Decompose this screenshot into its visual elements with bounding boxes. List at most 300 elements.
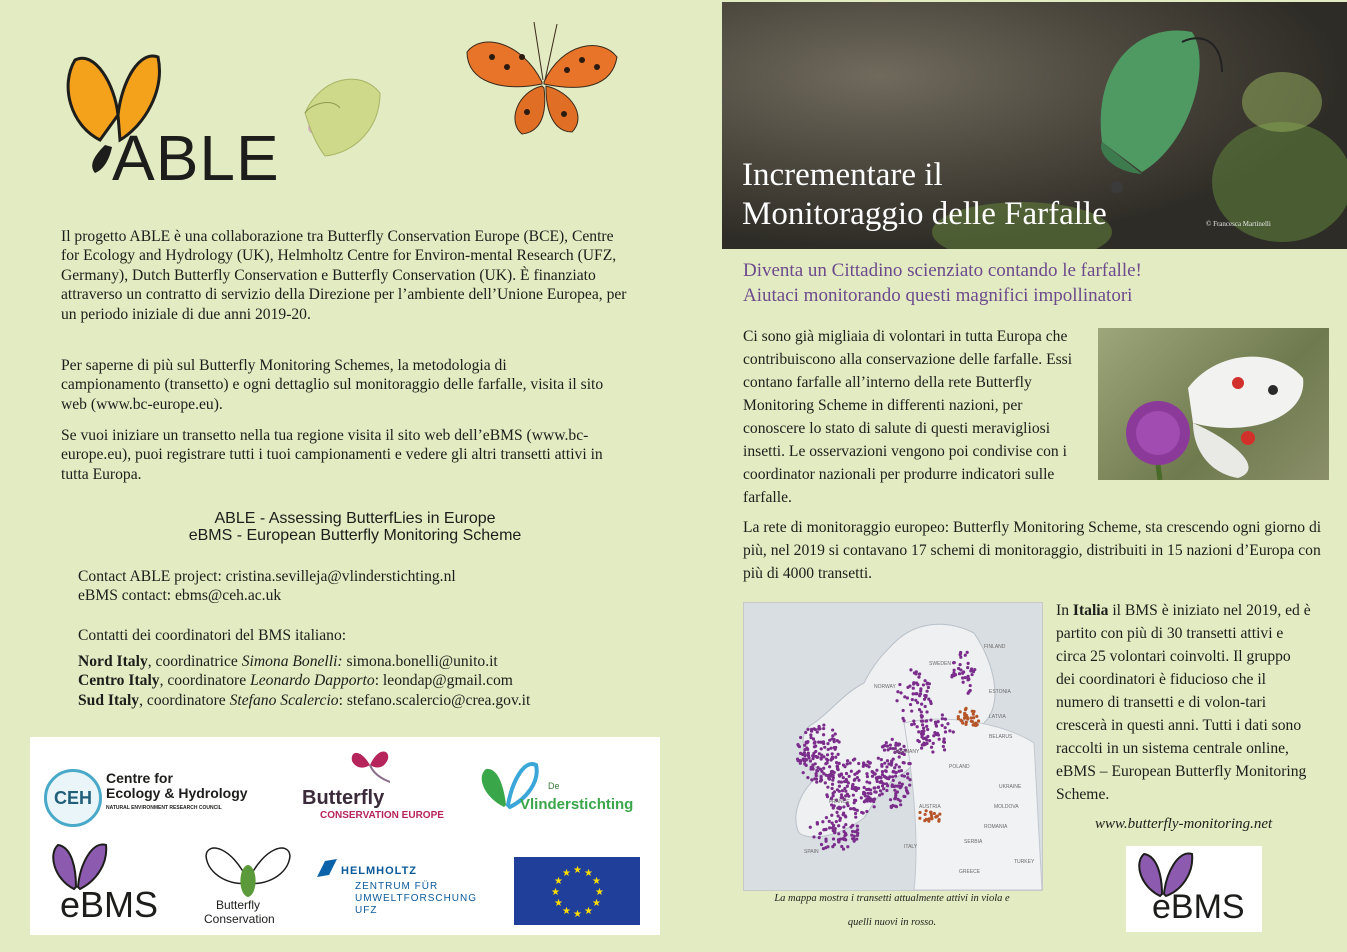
transect-dot (834, 756, 837, 759)
coordinator-email: simona.bonelli@unito.it (342, 653, 498, 670)
transect-dot (884, 776, 887, 779)
transect-dot (929, 719, 932, 722)
transect-dot (899, 799, 902, 802)
transect-dot (842, 826, 845, 829)
transect-dot (854, 816, 857, 819)
transect-dot (814, 755, 817, 758)
transect-dot (839, 817, 842, 820)
transect-dot (805, 764, 808, 767)
transect-dot (881, 784, 884, 787)
ceh-line3: NATURAL ENVIRONMENT RESEARCH COUNCIL (106, 805, 222, 811)
transect-dot (969, 716, 972, 719)
transect-dot (837, 838, 840, 841)
transect-dot (837, 832, 840, 835)
transect-dot (930, 746, 933, 749)
map-country-label: ROMANIA (984, 824, 1008, 830)
italy-bold: Italia (1072, 602, 1109, 619)
transect-dot (868, 762, 871, 765)
transect-dot (920, 710, 923, 713)
transect-dot (932, 742, 935, 745)
transect-dot (836, 765, 839, 768)
transect-dot (824, 840, 827, 843)
map-country-label: UKRAINE (999, 784, 1022, 790)
transect-dot (806, 740, 809, 743)
map-country-label: ITALY (904, 844, 918, 850)
ceh-logo (42, 767, 292, 827)
transect-dot (828, 826, 831, 829)
eu-star-icon: ★ (573, 865, 582, 876)
coordinator-name: Stefano Scalercio (229, 691, 339, 709)
transect-dot (876, 776, 879, 779)
transect-dot (882, 787, 885, 790)
transect-dot (846, 785, 849, 788)
transect-dot (941, 717, 944, 720)
transect-dot (904, 786, 907, 789)
brimstone-butterfly-image (270, 68, 390, 163)
transect-dot (883, 748, 886, 751)
subtitle-line1: Diventa un Cittadino scienziato contando le farfalle! (743, 260, 1142, 281)
transect-dot (871, 775, 874, 778)
transect-dot (844, 833, 847, 836)
transect-dot (850, 770, 853, 773)
transect-dot (835, 820, 838, 823)
transect-dot (891, 775, 894, 778)
transect-dot (813, 740, 816, 743)
eu-star-icon: ★ (551, 887, 560, 898)
transect-dot (843, 787, 846, 790)
transect-dot (831, 756, 834, 759)
transect-dot (838, 806, 841, 809)
transect-dot (806, 753, 809, 756)
helmholtz-icon (315, 857, 339, 879)
map-country-label: NORWAY (874, 684, 896, 690)
transect-dot (901, 774, 904, 777)
helmholtz-ufz-logo (315, 857, 495, 932)
transect-dot (820, 775, 823, 778)
transect-dot (837, 780, 840, 783)
ebms-text: eBMS (60, 884, 159, 925)
map-country-label: GREECE (959, 869, 981, 875)
apollo-butterfly-image (1098, 328, 1329, 480)
transect-dot (893, 766, 896, 769)
transect-dot (864, 794, 867, 797)
europe-transect-map (743, 602, 1043, 891)
eu-star-icon: ★ (553, 898, 563, 909)
map-country-label: ESTONIA (989, 689, 1011, 695)
transect-dot (918, 672, 921, 675)
transect-dot (824, 828, 827, 831)
transect-dot (837, 768, 840, 771)
transect-dot (936, 815, 939, 818)
transect-dot (902, 745, 905, 748)
helmholtz-line4: UFZ (355, 905, 378, 916)
transect-dot (856, 809, 859, 812)
transect-dot (803, 751, 806, 754)
eu-star-icon: ★ (584, 906, 593, 918)
transect-dot (837, 824, 840, 827)
transect-dot (853, 799, 856, 802)
vlinder-name: Vlinderstichting (520, 796, 634, 813)
transect-dot (963, 717, 966, 720)
transect-dot (814, 762, 817, 765)
transect-dot (925, 739, 928, 742)
transect-dot (822, 740, 825, 743)
transect-dot (862, 791, 865, 794)
map-caption (743, 887, 1041, 935)
transect-dot (971, 673, 974, 676)
transect-dot (885, 765, 888, 768)
transect-dot (868, 781, 871, 784)
transect-dot (938, 738, 941, 741)
coordinator-row (78, 671, 658, 690)
transect-dot (889, 798, 892, 801)
transect-dot (812, 752, 815, 755)
transect-dot (966, 678, 969, 681)
italy-text: il BMS è iniziato nel 2019, ed è partito con più di 30 transetti attivi e circa 25 volontari coinvolti. Il gruppo dei coordinatori è fiducioso che il numero di transetti e di volon-tari crescerà in questi anni. Tutti i dati sono raccolti in un sistema centrale online, eBMS – European Butterfly Monitoring Scheme. (1056, 602, 1311, 803)
bc-europe-logo (302, 743, 472, 823)
map-country-label: MOLDOVA (994, 804, 1019, 810)
transect-dot (806, 728, 809, 731)
transect-dot (823, 746, 826, 749)
transect-dot (880, 765, 883, 768)
eu-star-icon: ★ (592, 898, 602, 909)
transect-dot (826, 753, 829, 756)
transect-dot (825, 816, 828, 819)
transect-dot (946, 722, 949, 725)
transect-dot (886, 784, 889, 787)
transect-dot (830, 814, 833, 817)
transect-dot (886, 745, 889, 748)
transect-dot (836, 739, 839, 742)
transect-dot (944, 718, 947, 721)
transect-dot (865, 772, 868, 775)
transect-dot (866, 775, 869, 778)
transect-dot (815, 774, 818, 777)
transect-dot (862, 811, 865, 814)
transect-dot (934, 721, 937, 724)
transect-dot (895, 771, 898, 774)
transect-dot (962, 681, 965, 684)
transect-dot (930, 817, 933, 820)
transect-dot (909, 668, 912, 671)
transect-dot (920, 716, 923, 719)
map-country-label: POLAND (949, 764, 970, 770)
transect-dot (819, 768, 822, 771)
transect-dot (822, 733, 825, 736)
transect-dot (966, 692, 969, 695)
map-country-label: AUSTRIA (919, 804, 941, 810)
transect-dot (921, 723, 924, 726)
map-caption-line2: quelli nuovi in rosso. (847, 917, 937, 928)
transect-dot (927, 686, 930, 689)
transect-dot (844, 815, 847, 818)
transect-dot (826, 742, 829, 745)
transect-dot (921, 720, 924, 723)
transect-dot (957, 667, 960, 670)
transect-dot (806, 776, 809, 779)
able-full-name: ABLE - Assessing ButterfLies in Europe (214, 510, 496, 527)
coordinator-email: : leondap@gmail.com (374, 672, 513, 690)
transect-dot (822, 767, 825, 770)
transect-dot (879, 789, 882, 792)
coordinator-role: , coordinatore (139, 691, 230, 709)
transect-dot (931, 750, 934, 753)
transect-dot (964, 723, 967, 726)
transect-dot (898, 683, 901, 686)
transect-dot (857, 779, 860, 782)
transect-dot (875, 769, 878, 772)
transect-dot (856, 771, 859, 774)
photo-credit: © Francesca Martinelli (1206, 220, 1271, 228)
transect-dot (964, 676, 967, 679)
transect-dot (898, 765, 901, 768)
transect-dot (883, 762, 886, 765)
transect-dot (971, 720, 974, 723)
transect-dot (925, 725, 928, 728)
transect-dot (952, 730, 955, 733)
transect-dot (837, 753, 840, 756)
transect-dot (915, 681, 918, 684)
able-logo (60, 45, 280, 195)
transect-dot (951, 674, 954, 677)
more-info-paragraph: Per saperne di più sul Butterfly Monitoring Schemes, la metodologia di campionamento (transetto) e ogni dettaglio sul monitoraggio delle farfalle, visita il sito web (www.bc-europe.eu). (61, 357, 604, 413)
transect-dot (918, 817, 921, 820)
transect-dot (902, 709, 905, 712)
transect-dot (973, 668, 976, 671)
transect-dot (833, 740, 836, 743)
transect-dot (901, 717, 904, 720)
map-country-label: FINLAND (984, 644, 1006, 650)
transect-dot (845, 772, 848, 775)
transect-dot (964, 707, 967, 710)
transect-dot (941, 713, 944, 716)
transect-dot (810, 778, 813, 781)
transect-dot (898, 785, 901, 788)
transect-dot (834, 746, 837, 749)
transect-dot (933, 731, 936, 734)
transect-dot (871, 770, 874, 773)
transect-dot (851, 824, 854, 827)
helmholtz-line1: HELMHOLTZ (341, 865, 418, 877)
bc-logo (202, 841, 302, 931)
transect-dot (805, 758, 808, 761)
website-link[interactable]: www.butterfly-monitoring.net (1095, 816, 1273, 832)
italy-paragraph (1056, 599, 1312, 806)
transect-dot (898, 755, 901, 758)
transect-dot (825, 793, 828, 796)
transect-dot (911, 698, 914, 701)
transect-dot (818, 752, 821, 755)
transect-dot (895, 763, 898, 766)
transect-dot (802, 757, 805, 760)
transect-dot (902, 761, 905, 764)
map-country-label: BELARUS (989, 734, 1013, 740)
transect-dot (844, 823, 847, 826)
transect-dot (895, 699, 898, 702)
transect-dot (854, 812, 857, 815)
contact-able: Contact ABLE project: cristina.sevilleja@vlinderstichting.nl (78, 568, 456, 585)
bc-line1: Butterfly (216, 898, 261, 912)
transect-dot (853, 807, 856, 810)
coordinator-email: : stefano.scalercio@crea.gov.it (338, 691, 531, 709)
transect-dot (857, 762, 860, 765)
transect-dot (880, 758, 883, 761)
transect-dot (817, 725, 820, 728)
transect-dot (830, 770, 833, 773)
transect-dot (853, 773, 856, 776)
transect-dot (928, 739, 931, 742)
transect-dot (885, 770, 888, 773)
transect-dot (850, 833, 853, 836)
map-country-label: SWEDEN (929, 661, 951, 667)
transect-dot (840, 845, 843, 848)
hero-title-line2: Monitoraggio delle Farfalle (742, 196, 1107, 232)
transect-dot (909, 703, 912, 706)
transect-dot (856, 832, 859, 835)
transect-dot (846, 845, 849, 848)
transect-dot (820, 843, 823, 846)
transect-dot (924, 813, 927, 816)
hero-title-line1: Incrementare il (742, 157, 943, 193)
transect-dot (914, 692, 917, 695)
transect-dot (862, 761, 865, 764)
transect-dot (942, 745, 945, 748)
transect-dot (959, 719, 962, 722)
transect-dot (849, 761, 852, 764)
transect-dot (826, 758, 829, 761)
transect-dot (937, 733, 940, 736)
transect-dot (918, 740, 921, 743)
transect-dot (846, 762, 849, 765)
transect-dot (885, 789, 888, 792)
transect-dot (874, 772, 877, 775)
transect-dot (856, 824, 859, 827)
transect-dot (966, 666, 969, 669)
transect-dot (977, 719, 980, 722)
transect-dot (927, 820, 930, 823)
bc-europe-line1: Butterfly (302, 787, 385, 809)
transect-dot (818, 832, 821, 835)
transect-dot (829, 747, 832, 750)
transect-dot (851, 783, 854, 786)
network-paragraph: La rete di monitoraggio europeo: Butterfly Monitoring Scheme, sta crescendo ogni giorno di più, nel 2019 si contavano 17 schemi di monitoraggio, distribuiti in 15 nazioni d’Europa con più di 4000 transetti. (743, 519, 1322, 582)
transect-dot (845, 778, 848, 781)
eu-star-icon: ★ (562, 906, 571, 918)
transect-dot (894, 774, 897, 777)
transect-dot (959, 663, 962, 666)
transect-dot (877, 786, 880, 789)
transect-dot (937, 820, 940, 823)
eu-star-icon: ★ (592, 876, 602, 887)
transect-dot (815, 781, 818, 784)
transect-dot (806, 748, 809, 751)
transect-dot (891, 738, 894, 741)
transect-dot (941, 724, 944, 727)
transect-dot (866, 764, 869, 767)
transect-dot (863, 786, 866, 789)
transect-dot (912, 687, 915, 690)
eu-star-icon: ★ (584, 867, 593, 879)
fritillary-butterfly-image (462, 22, 627, 142)
intro-paragraph: Il progetto ABLE è una collaborazione tra Butterfly Conservation Europe (BCE), Centre for Ecology and Hydrology (UK), Helmholtz Centre for Environ-mental Research (UFZ, Germany), Dutch Butterfly Conservation e Butterfly Conservation (UK). È finanziato attraverso un contratto di servizio della Direzione per l’ambiente dell’Unione Europea, per un periodo iniziale di due anni 2019-20. (61, 228, 627, 323)
transect-dot (855, 786, 858, 789)
transect-dot (831, 787, 834, 790)
transect-dot (834, 827, 837, 830)
transect-dot (942, 740, 945, 743)
map-country-label: FRANCE (829, 799, 850, 805)
transect-dot (882, 745, 885, 748)
transect-dot (975, 715, 978, 718)
hero-title (742, 156, 1107, 234)
transect-dot (846, 759, 849, 762)
volunteers-paragraph: Ci sono già migliaia di volontari in tutta Europa che contribuiscono alla conservazione delle farfalle. Essi contano farfalle all’interno della rete Butterfly Monitoring Scheme in differenti nazioni, per conoscere lo stato di salute di questi meravigliosi insetti. Le osservazioni vengono poi condivise con i coordinator nazionali per produrre indicatori sulle farfalle. (743, 328, 1073, 506)
ebms-full-name: eBMS - European Butterfly Monitoring Scheme (188, 527, 522, 544)
transect-dot (813, 745, 816, 748)
transect-dot (967, 662, 970, 665)
map-country-label: SERBIA (964, 839, 983, 845)
transect-dot (877, 757, 880, 760)
transect-dot (832, 837, 835, 840)
transect-dot (930, 813, 933, 816)
transect-dot (852, 837, 855, 840)
transect-dot (910, 709, 913, 712)
partner-logos (30, 737, 660, 935)
transect-dot (925, 719, 928, 722)
transect-dot (824, 781, 827, 784)
transect-dot (809, 759, 812, 762)
transect-dot (923, 679, 926, 682)
transect-dot (842, 813, 845, 816)
transect-dot (840, 793, 843, 796)
transect-dot (856, 828, 859, 831)
transect-dot (842, 847, 845, 850)
transect-dot (831, 728, 834, 731)
transect-dot (844, 838, 847, 841)
bc-europe-butterfly-icon (350, 743, 390, 783)
coordinators-heading: Contatti dei coordinatori del BMS italiano: (78, 627, 347, 644)
transect-dot (841, 789, 844, 792)
transect-dot (906, 686, 909, 689)
transect-dot (847, 795, 850, 798)
coordinator-role: , coordinatore (159, 672, 251, 690)
transect-dot (915, 670, 918, 673)
transect-dot (822, 755, 825, 758)
coordinator-row (78, 652, 658, 671)
transect-dot (886, 748, 889, 751)
transect-dot (829, 775, 832, 778)
transect-dot (953, 669, 956, 672)
start-transect-paragraph: Se vuoi iniziare un transetto nella tua regione visita il sito web dell’eBMS (www.bc-europe.eu), puoi registrare tutti i tuoi campionamenti e vedere gli altri transetti attivi in tutta Europa. (61, 427, 603, 483)
transect-dot (843, 765, 846, 768)
transect-dot (865, 810, 868, 813)
coordinator-region: Centro Italy (78, 672, 160, 690)
transect-dot (964, 654, 967, 657)
coordinator-name: Simona Bonelli: (241, 653, 343, 670)
transect-dot (925, 694, 928, 697)
transect-dot (943, 748, 946, 751)
transect-dot (898, 743, 901, 746)
transect-dot (919, 687, 922, 690)
subtitle (743, 258, 1142, 308)
transect-dot (902, 795, 905, 798)
transect-dot (796, 758, 799, 761)
transect-dot (816, 822, 819, 825)
coordinator-role: , coordinatrice (147, 653, 242, 670)
transect-dot (838, 762, 841, 765)
transect-dot (832, 794, 835, 797)
transect-dot (831, 783, 834, 786)
able-logo-text: ABLE (112, 122, 280, 194)
